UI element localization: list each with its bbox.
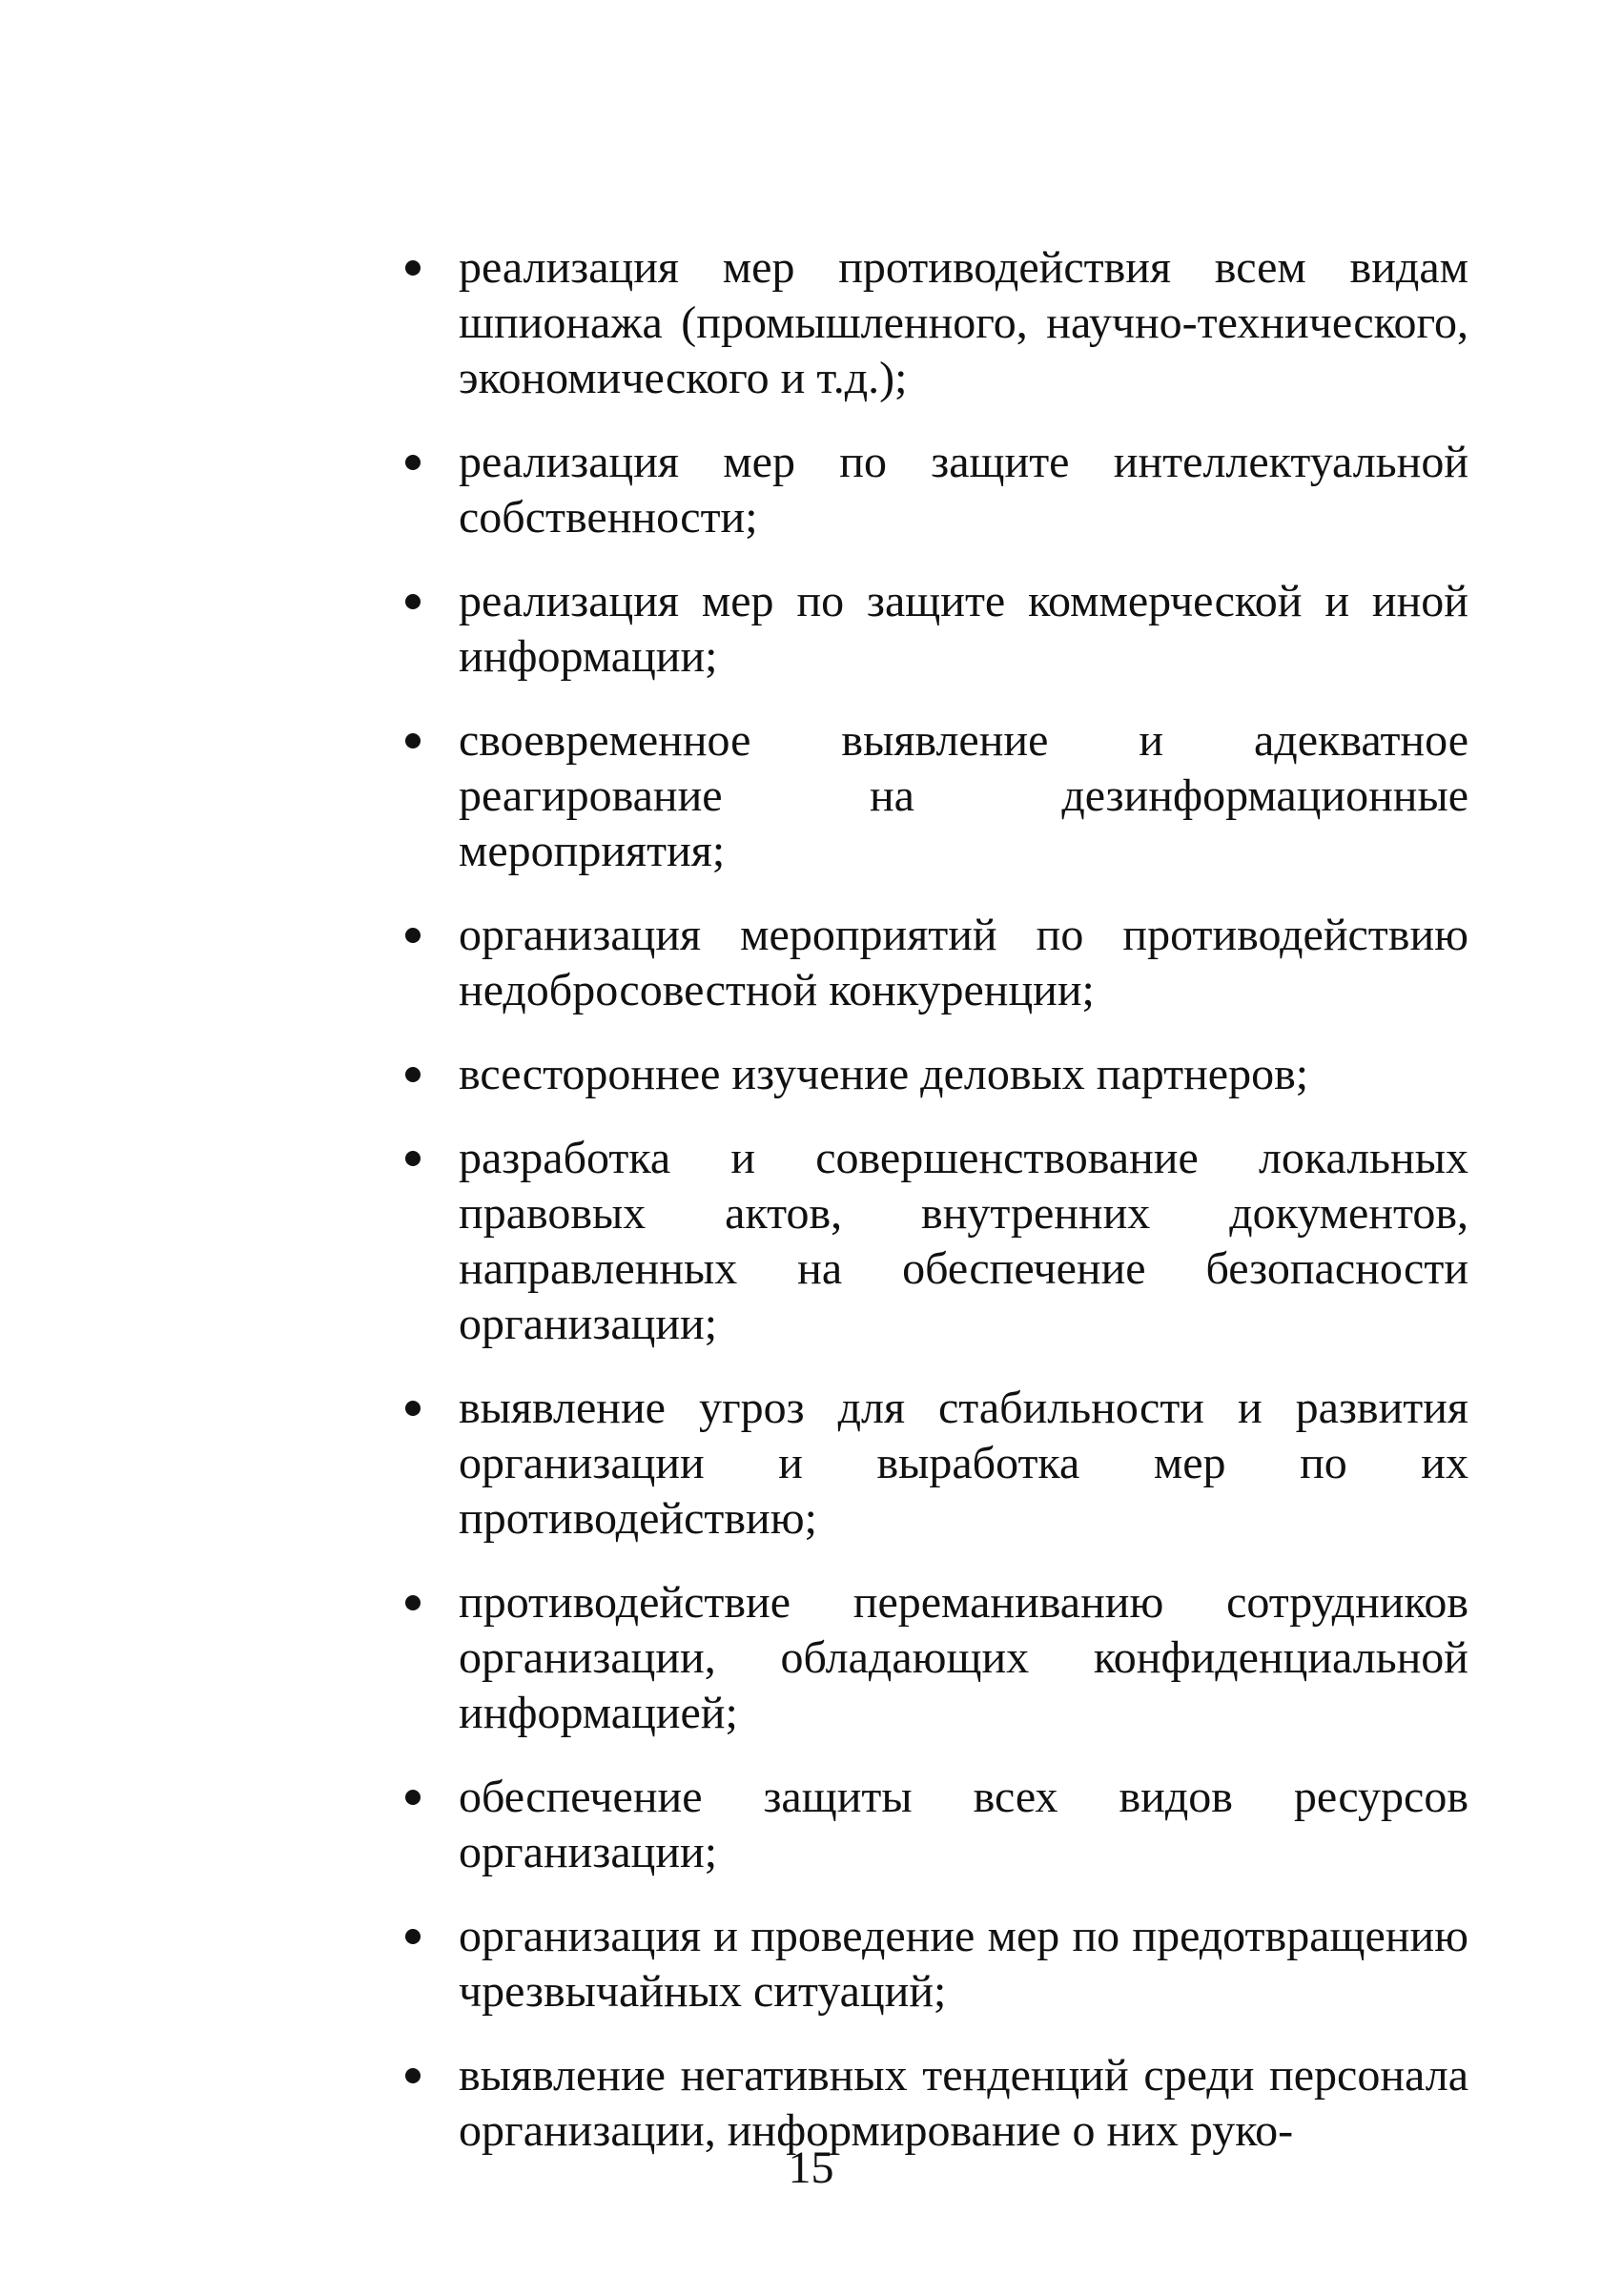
bullet-dot-icon: [405, 1151, 421, 1166]
list-item-text: организация мероприятий по противодействию недобросовестной конкуренции;: [459, 910, 1468, 1015]
list-item: [396, 1909, 1468, 2019]
list-item-text: организация и проведение мер по предотвращению чрезвычайных ситуаций;: [459, 1911, 1468, 2017]
list-item-text: разработка и совершенствование локальных правовых актов, внутренних документов, направленных на обеспечение безопасности организации;: [459, 1133, 1468, 1349]
bullet-dot-icon: [405, 594, 421, 609]
list-item-text: выявление негативных тенденций среди персонала организации, информирование о них руко-: [459, 2050, 1468, 2156]
page-number: 15: [788, 2142, 834, 2193]
bullet-dot-icon: [405, 260, 421, 276]
bullet-dot-icon: [405, 455, 421, 470]
list-item: [396, 240, 1468, 406]
bullet-dot-icon: [405, 1595, 421, 1610]
bullet-dot-icon: [405, 1790, 421, 1805]
list-item: [396, 713, 1468, 879]
bullet-dot-icon: [405, 2068, 421, 2083]
list-item-text: реализация мер противодействия всем видам шпионажа (промышленного, научно-технического, экономического и т.д.);: [459, 242, 1468, 403]
bullet-dot-icon: [405, 733, 421, 748]
list-item: [396, 1131, 1468, 1352]
list-item-text: обеспечение защиты всех видов ресурсов организации;: [459, 1772, 1468, 1877]
bullet-dot-icon: [405, 1067, 421, 1082]
list-item-text: выявление угроз для стабильности и развития организации и выработка мер по их противодействию;: [459, 1383, 1468, 1544]
list-item-text: своевременное выявление и адекватное реагирование на дезинформационные мероприятия;: [459, 715, 1468, 876]
list-item-text: всестороннее изучение деловых партнеров;: [459, 1049, 1309, 1099]
list-item: [396, 435, 1468, 545]
list-item-text: реализация мер по защите интеллектуальной собственности;: [459, 437, 1468, 543]
bullet-dot-icon: [405, 1929, 421, 1944]
bullet-list: [396, 240, 1468, 2159]
list-item: [396, 1381, 1468, 1547]
list-item: [396, 1770, 1468, 1880]
list-item: [396, 1575, 1468, 1741]
list-item: [396, 574, 1468, 685]
list-item-text: реализация мер по защите коммерческой и иной информации;: [459, 576, 1468, 682]
list-item: [396, 1047, 1468, 1102]
bullet-dot-icon: [405, 1401, 421, 1416]
list-item: [396, 908, 1468, 1018]
bullet-dot-icon: [405, 928, 421, 943]
page-content: [396, 240, 1468, 2187]
list-item-text: противодействие переманиванию сотрудников организации, обладающих конфиденциальной информацией;: [459, 1577, 1468, 1738]
